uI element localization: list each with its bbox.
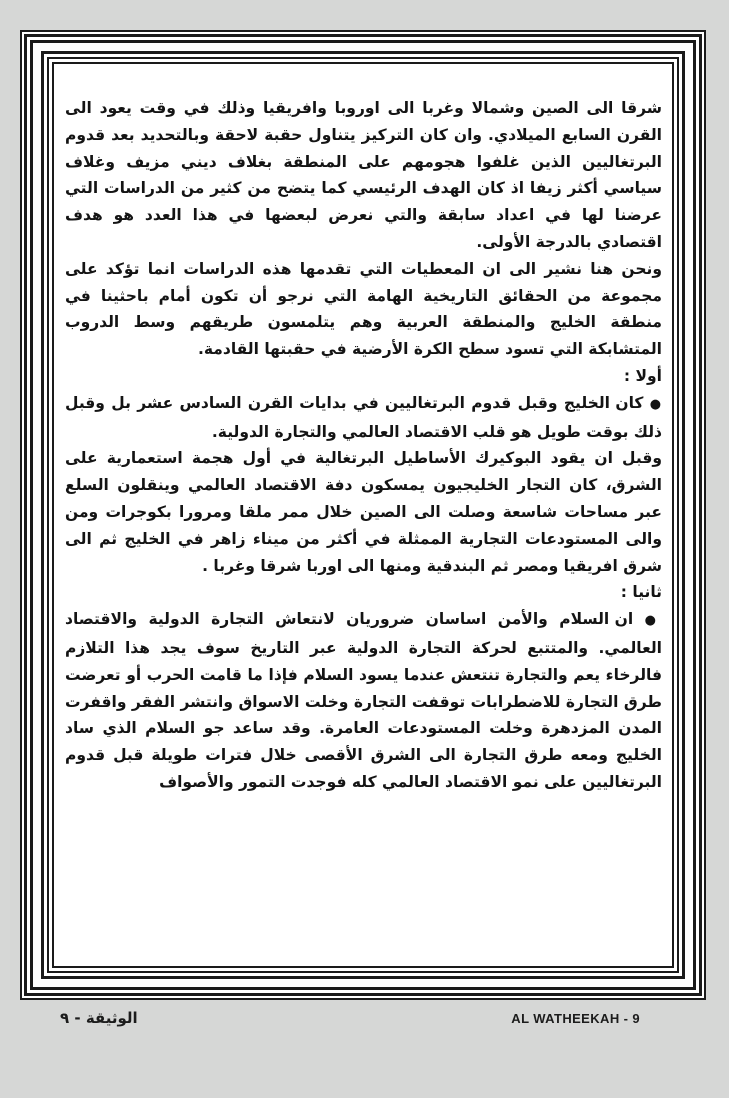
paragraph-1: شرقا الى الصين وشمالا وغربا الى اوروبا وافريقيا وذلك في وقت يعود الى القرن السابع الميلادي. وان كان التركيز يتناول حقبة لاحقة وبالتحديد بعد قدوم البرتغاليين الذين غلفوا هجومهم على المنطقة بغلاف ديني مزيف وغلاف سياسي أكثر زيفا اذ كان الهدف الرئيسي كما يتضح من كثير من الدراسات التي عرضنا لها في اعداد سابقة والتي نعرض لبعضها في هذا العدد هو هدف اقتصادي بالدرجة الأولى. [65,99,662,251]
paragraph-4: وقبل ان يقود البوكيرك الأساطيل البرتغالية في أول هجمة استعمارية على الشرق، كان التجار الخليجيون يمسكون دفة الاقتصاد العالمي وينقلون السلع عبر مساحات شاسعة وصلت الى الصين خلال ممر ملقا ومرورا بكوجرات ومن والى المستودعات التجارية الممثلة في أكثر من ميناء زاهر في الخليج ثم الى شرق افريقيا ومصر ثم البندقية ومنها الى اوربا شرقا وغربا . [65,449,662,575]
section-heading-second: ثانيا : [620,583,662,602]
footer-english-page-number: AL WATHEEKAH - 9 [511,1011,640,1026]
bullet-icon-2: ● [644,613,663,629]
paragraph-3-text: كان الخليج وقبل قدوم البرتغاليين في بدايات القرن السادس عشر بل وقبل ذلك بوقت طويل هو قلب الاقتصاد العالمي والتجارة الدولية. [65,393,662,441]
paragraph-5 [65,606,662,796]
paragraph-5-text: ان السلام والأمن اساسان ضروريان لانتعاش التجارة الدولية والاقتصاد العالمي. والمتتبع لحركة التجارة الدولية عبر التاريخ سوف يجد هذا التلازم فالرخاء يعم والتجارة تنتعش عندما يسود السلام فإذا ما قامت الحرب أو تعرضت طرق التجارة للاضطرابات توقفت التجارة وخلت الاسواق وانتشر الفقر واقفرت المدن المزدهرة وخلت المستودعات العامرة. وقد ساعد جو السلام الذي ساد الخليج ومعه طرق التجارة الى الشرق الأقصى خلال فترات طويلة قبل قدوم البرتغاليين على نمو الاقتصاد العالمي كله فوجدت التمور والأصواف [65,610,662,791]
footer-arabic-page-number: الوثيقة - ٩ [60,1009,138,1027]
section-heading-first: أولا : [623,366,662,385]
article-body [65,95,662,796]
paragraph-2: ونحن هنا نشير الى ان المعطيات التي تقدمها هذه الدراسات انما تؤكد على مجموعة من الحقائق التاريخية الهامة التي نرجو أن تكون أمام باحثينا في منطقة الخليج والمنطقة العربية وهم يتلمسون طريقهم وسط الدروب المتشابكة التي تسود سطح الكرة الأرضية في حقبتها القادمة. [65,259,662,359]
paragraph-3 [65,390,662,446]
bullet-icon: ● [649,396,662,412]
